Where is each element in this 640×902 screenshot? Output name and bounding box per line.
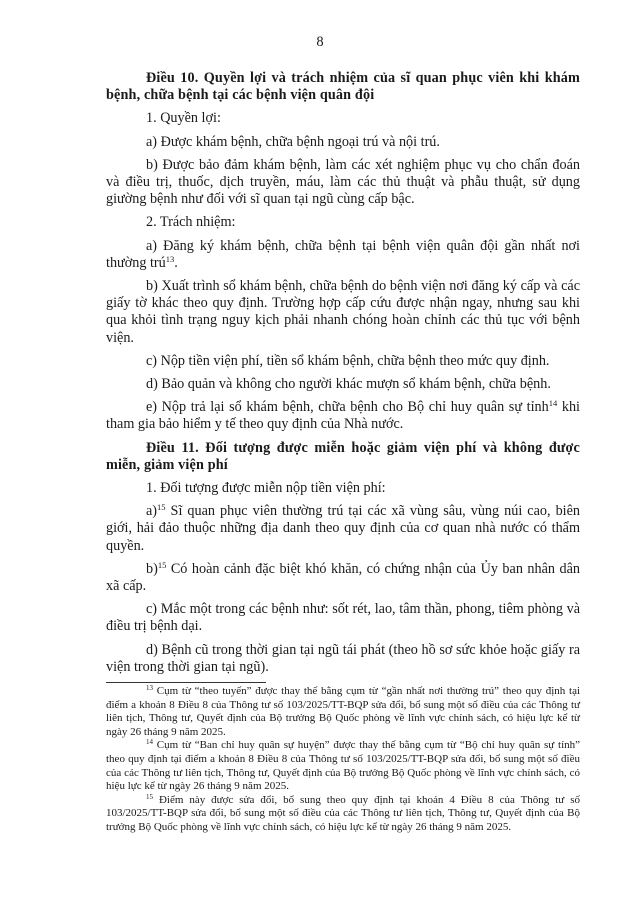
paragraph-text: khi tham gia bảo hiểm y tế theo quy định của Nhà nước. — [106, 399, 580, 433]
article-10-clause-2: 2. Trách nhiệm: — [146, 214, 236, 231]
article-10-clause-2b: b) Xuất trình sổ khám bệnh, chữa bệnh do bệnh viện nơi đăng ký cấp và các giấy tờ khác theo quy định. Trường hợp cấp cứu được nhận ngay, nhưng sau khi qua khỏi tình trạng nguy kịch phải nhanh chóng hoàn chỉnh các thủ tục với bệnh viện. — [106, 278, 580, 346]
article-10-heading: Điều 10. Quyền lợi và trách nhiệm của sĩ quan phục viên khi khám bệnh, chữa bệnh tại các bệnh viện quân đội — [106, 70, 580, 104]
article-10-clause-1a: a) Được khám bệnh, chữa bệnh ngoại trú và nội trú. — [146, 133, 440, 150]
footnotes-section — [106, 685, 580, 835]
footnote-divider — [106, 682, 266, 683]
article-10-clause-2c: c) Nộp tiền viện phí, tiền sổ khám bệnh, chữa bệnh theo mức quy định. — [146, 352, 550, 369]
paragraph-text: . — [174, 254, 178, 271]
document-body — [106, 66, 580, 682]
article-11-clause-1c: c) Mắc một trong các bệnh như: sốt rét, lao, tâm thần, phong, tiêm phòng và điều trị bệnh dại. — [106, 601, 580, 635]
paragraph-text: a) Đăng ký khám bệnh, chữa bệnh tại bệnh viện quân đội gần nhất nơi thường trú — [106, 237, 580, 271]
footnote-ref-15[interactable]: 15 — [157, 559, 167, 570]
footnote-text: Điểm này được sửa đổi, bổ sung theo quy định tại khoản 4 Điều 8 của Thông tư số 103/2025/TT-BQP sửa đổi, bổ sung một số điều của các Thông tư liên tịch, Thông tư, Quyết định của Bộ trưởng Bộ Quốc phòng về lĩnh vực chính sách, có hiệu lực kể từ ngày 26 tháng 9 năm 2025. — [106, 793, 580, 833]
footnote-number: 15 — [146, 792, 153, 801]
article-10-clause-1b: b) Được bảo đảm khám bệnh, làm các xét nghiệm phục vụ cho chẩn đoán và điều trị, thuốc, dịch truyền, máu, làm các thủ thuật và phẫu thuật, sử dụng giường bệnh như đối với sĩ quan tại ngũ cùng cấp bậc. — [106, 156, 580, 208]
article-10-clause-2a — [106, 238, 580, 272]
footnote-13 — [106, 685, 580, 739]
paragraph-text: b) — [146, 560, 158, 577]
article-11-heading: Điều 11. Đối tượng được miễn hoặc giảm viện phí và không được miễn, giảm viện phí — [106, 439, 580, 473]
footnote-text: Cụm từ “Ban chỉ huy quân sự huyện” được thay thế bằng cụm từ “Bộ chỉ huy quân sự tỉnh” theo quy định tại điểm a khoản 8 Điều 8 của Thông tư số 103/2025/TT-BQP sửa đổi, bổ sung một số điều của các Thông tư liên tịch, Thông tư, Quyết định của Bộ trưởng Bộ Quốc phòng về lĩnh vực chính sách, có hiệu lực kể từ ngày 26 tháng 9 năm 2025. — [106, 739, 581, 793]
footnote-ref-14[interactable]: 14 — [548, 398, 558, 409]
paragraph-text: e) Nộp trả lại sổ khám bệnh, chữa bệnh cho Bộ chỉ huy quân sự tỉnh — [146, 399, 549, 416]
footnote-ref-15[interactable]: 15 — [157, 502, 166, 513]
footnote-14 — [106, 739, 580, 793]
article-11-clause-1b — [106, 561, 580, 595]
footnote-15 — [106, 794, 580, 835]
footnote-text: Cụm từ “theo tuyến” được thay thế bằng cụm từ “gần nhất nơi thường trú” theo quy định tại điểm a khoản 8 Điều 8 của Thông tư số 103/2025/TT-BQP sửa đổi, bổ sung một số điều của các Thông tư liên tịch, Thông tư, Quyết định của Bộ trưởng Bộ Quốc phòng về lĩnh vực chính sách, có hiệu lực kể từ ngày 26 tháng 9 năm 2025. — [106, 685, 581, 738]
article-11-clause-1a — [106, 503, 580, 555]
article-10-clause-1: 1. Quyền lợi: — [146, 110, 221, 127]
footnote-number: 13 — [146, 684, 153, 692]
article-11-clause-1: 1. Đối tượng được miễn nộp tiền viện phí: — [146, 480, 386, 497]
article-10-clause-2d: d) Bảo quản và không cho người khác mượn sổ khám bệnh, chữa bệnh. — [146, 376, 551, 393]
footnote-ref-13[interactable]: 13 — [165, 253, 175, 264]
page-number: 8 — [316, 34, 324, 50]
paragraph-text: Có hoàn cảnh đặc biệt khó khăn, có chứng nhận của Ủy ban nhân dân xã cấp. — [106, 560, 580, 595]
article-10-clause-2e — [106, 399, 580, 433]
article-11-clause-1d: d) Bệnh cũ trong thời gian tại ngũ tái phát (theo hồ sơ sức khỏe hoặc giấy ra viện trong thời gian tại ngũ). — [106, 641, 580, 675]
paragraph-text: a) — [146, 503, 158, 520]
paragraph-text: Sĩ quan phục viên thường trú tại các xã vùng sâu, vùng núi cao, biên giới, hải đảo thuộc những địa danh theo quy định của cơ quan nhà nước có thẩm quyền. — [106, 503, 580, 554]
footnote-number: 14 — [146, 738, 153, 747]
